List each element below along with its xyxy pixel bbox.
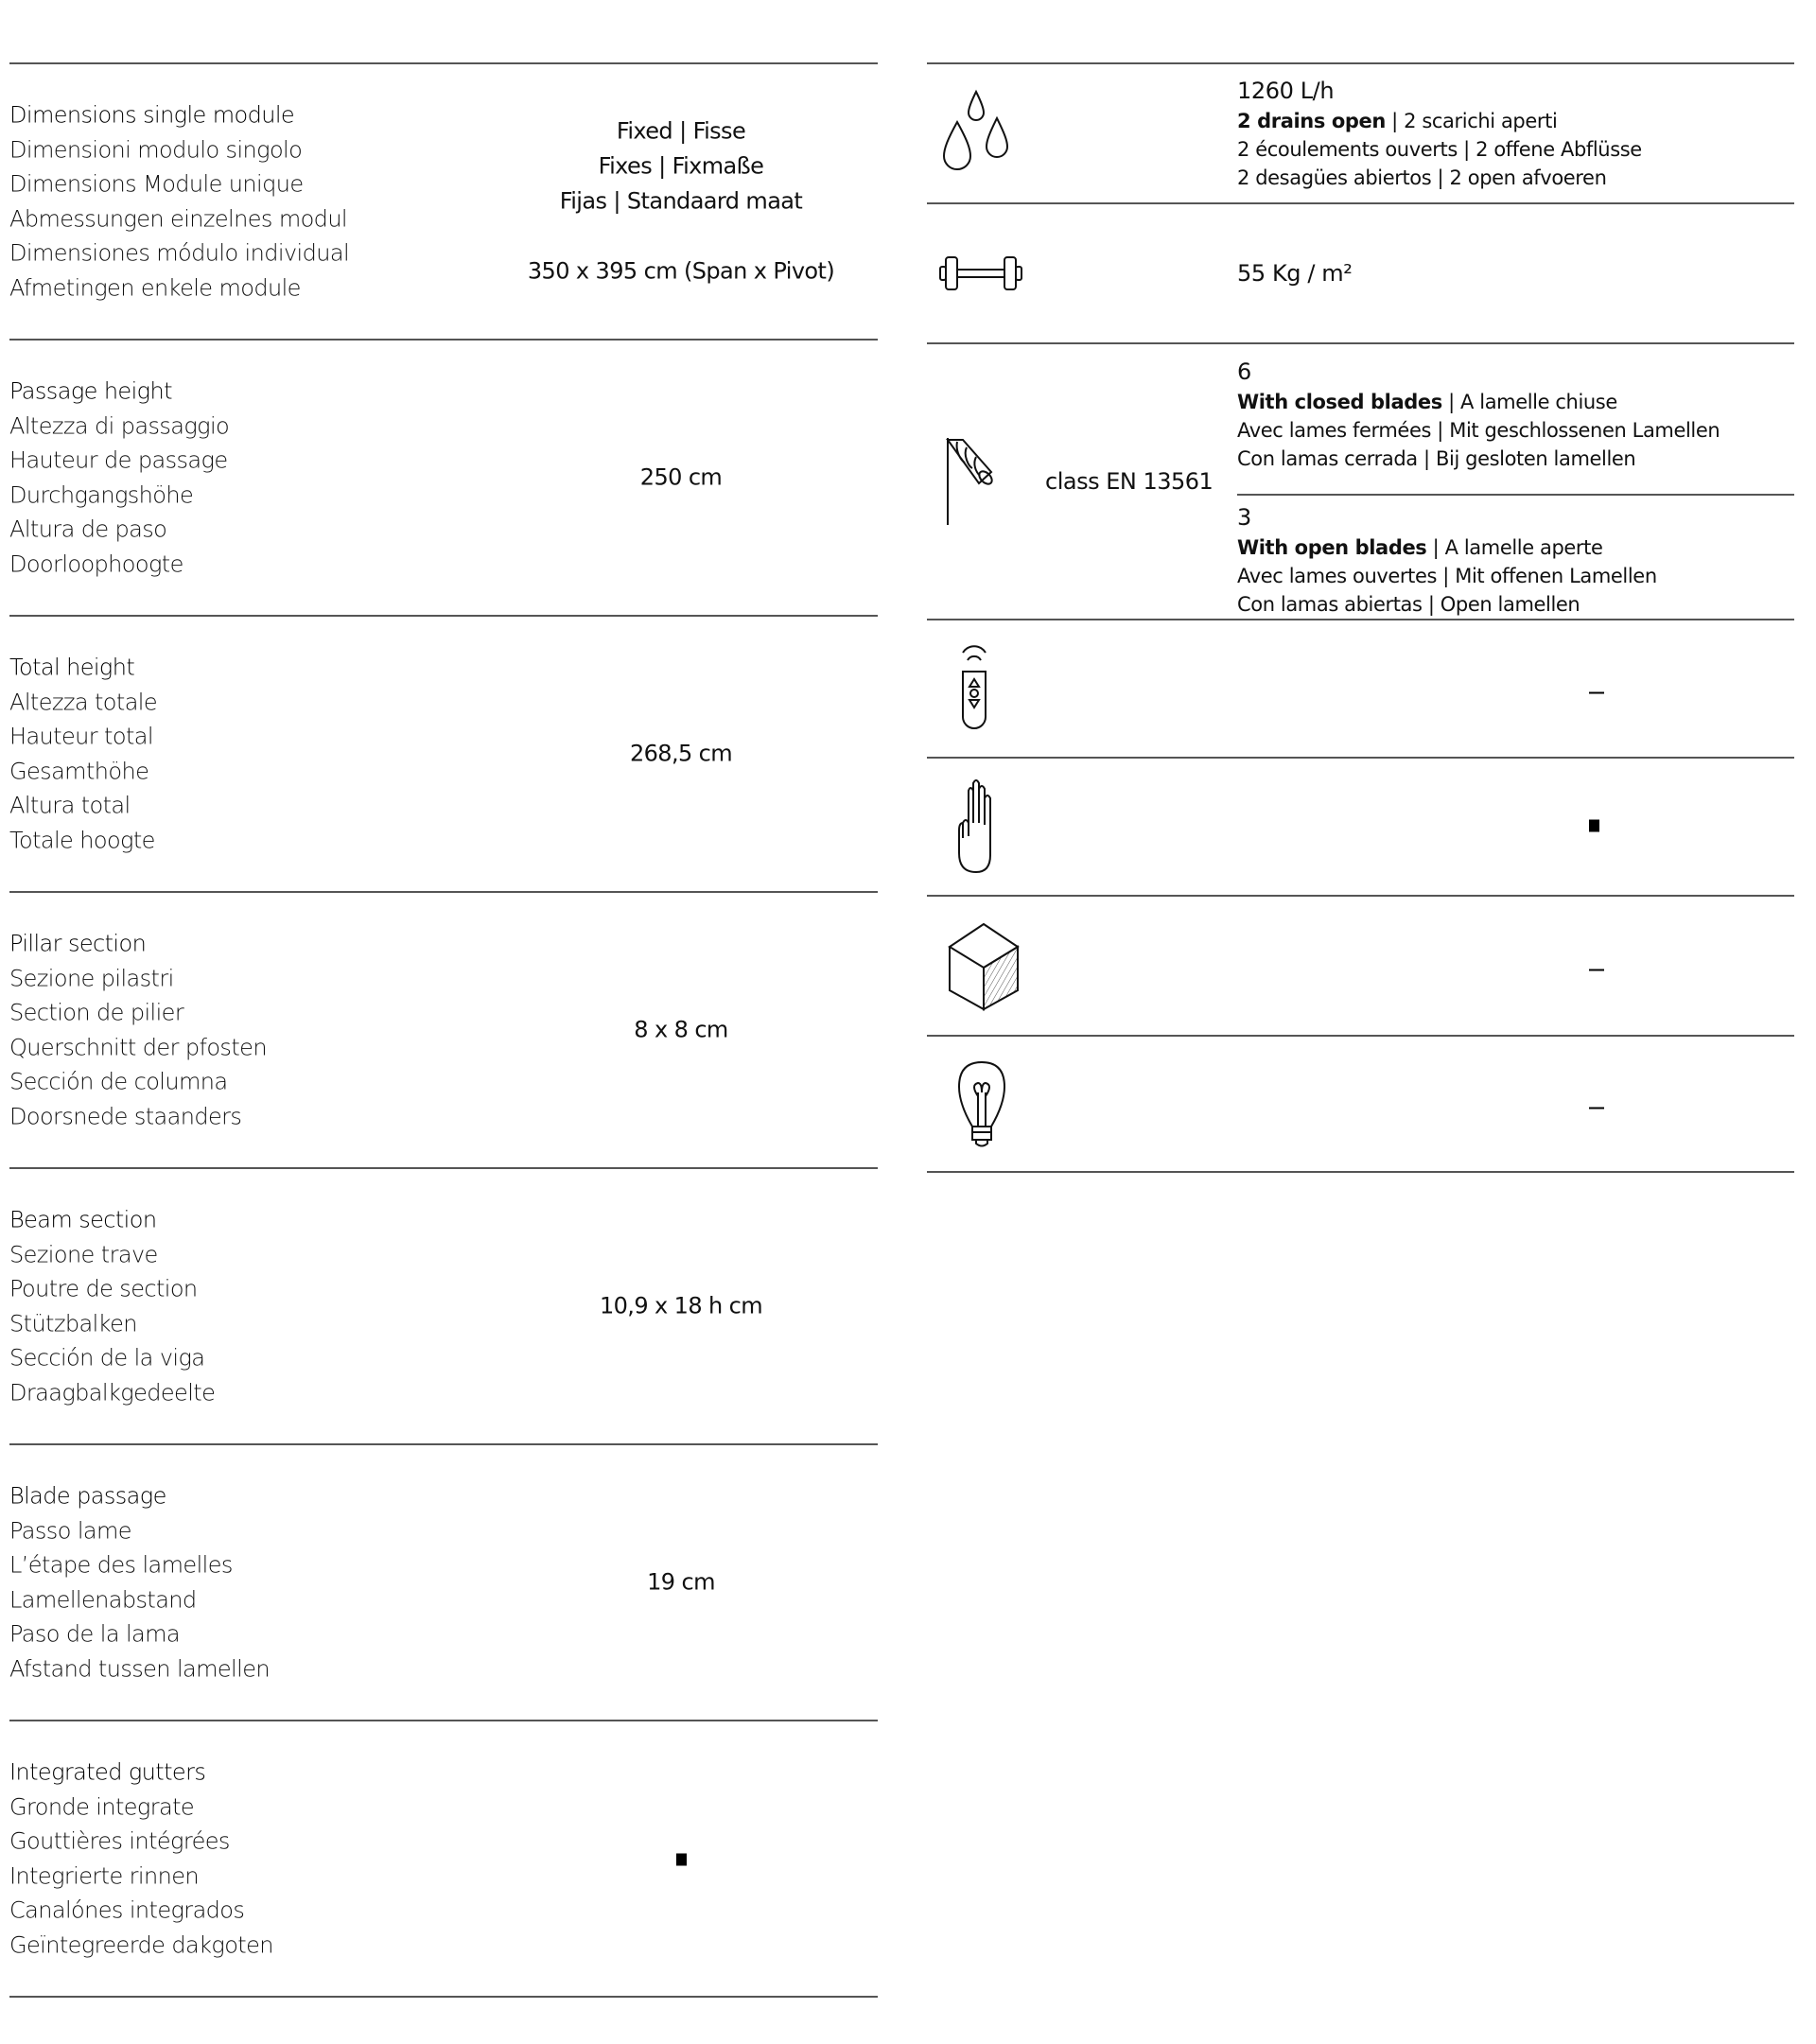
label-en: Blade passage	[9, 1482, 166, 1510]
label-it: Altezza di passaggio	[9, 412, 230, 439]
spec-row-manual	[927, 757, 1794, 895]
label-it: Sezione pilastri	[9, 965, 174, 991]
label-de: Abmessungen einzelnes modul	[9, 205, 347, 232]
remote-control-icon	[946, 643, 1003, 734]
spec-labels	[9, 927, 267, 1134]
closed-label-it: | A lamelle chiuse	[1441, 391, 1617, 413]
wind-open-value: 3	[1237, 504, 1251, 531]
value-dimensions: 350 x 395 cm (Span x Pivot)	[527, 257, 835, 285]
dumbbell-icon	[938, 250, 1033, 297]
wind-open-blades	[1237, 494, 1794, 619]
label-de: Durchgangshöhe	[9, 481, 194, 508]
spec-row-material	[927, 895, 1794, 1035]
label-it: Gronde integrate	[9, 1793, 195, 1820]
label-de: Integrierte rinnen	[9, 1862, 199, 1889]
wind-closed-blades	[1237, 356, 1794, 473]
label-fr: Section de pilier	[9, 999, 184, 1026]
label-es: Altura de paso	[9, 515, 167, 543]
spec-row-lighting	[927, 1035, 1794, 1173]
spec-row-load	[927, 202, 1794, 342]
spec-labels	[9, 1756, 273, 1963]
drainage-value	[1237, 75, 1642, 192]
spec-labels	[9, 651, 157, 858]
label-fr: Hauteur total	[9, 723, 153, 750]
spec-labels	[9, 375, 229, 582]
closed-label-fr-de: Avec lames fermées | Mit geschlossenen Lamellen	[1237, 419, 1720, 442]
label-en: Integrated gutters	[9, 1758, 206, 1786]
label-nl: Totale hoogte	[9, 827, 155, 853]
hand-icon	[955, 777, 1016, 876]
spec-row-wind-resistance	[927, 342, 1794, 619]
load-text: 55 Kg / m²	[1237, 260, 1353, 287]
load-value	[1237, 257, 1353, 289]
not-included-mark	[1589, 957, 1604, 975]
water-drops-icon	[936, 86, 1022, 181]
label-de: Querschnitt der pfosten	[9, 1034, 267, 1060]
label-nl: Doorloophoogte	[9, 550, 183, 577]
spec-row-pillar-section	[9, 891, 878, 1167]
value-line: Fixes | Fixmaße	[598, 152, 764, 180]
label-nl: Afstand tussen lamellen	[9, 1655, 270, 1682]
spec-labels	[9, 1203, 215, 1410]
open-label-it: | A lamelle aperte	[1426, 536, 1603, 559]
flow-rate: 1260 L/h	[1237, 78, 1335, 104]
label-fr: Gouttières intégrées	[9, 1827, 230, 1855]
spec-value: 268,5 cm	[629, 740, 733, 767]
spec-table-left	[9, 62, 878, 1998]
drains-label-fr-de: 2 écoulements ouverts | 2 offene Abflüsse	[1237, 138, 1642, 161]
included-mark	[1589, 818, 1599, 836]
spec-value	[445, 114, 917, 289]
label-en: Beam section	[9, 1206, 157, 1233]
label-en: Total height	[9, 654, 135, 681]
spec-row-dimensions	[9, 62, 878, 339]
value-line: Fixed | Fisse	[616, 117, 746, 145]
spec-value: 250 cm	[639, 463, 723, 491]
spec-value: 10,9 x 18 h cm	[599, 1292, 763, 1319]
closed-label-en: With closed blades	[1237, 391, 1442, 413]
label-nl: Draagbalkgedeelte	[9, 1379, 216, 1406]
spec-row-drainage	[927, 62, 1794, 202]
spec-row-total-height	[9, 615, 878, 891]
label-fr: Hauteur de passage	[9, 446, 228, 474]
drains-label-it: | 2 scarichi aperti	[1385, 110, 1558, 132]
spec-row-beam-section	[9, 1167, 878, 1443]
label-es: Altura total	[9, 792, 131, 819]
label-it: Altezza totale	[9, 689, 158, 715]
windsock-icon	[936, 434, 1022, 529]
spec-row-integrated-gutters	[9, 1720, 878, 1998]
value-line: Fijas | Standaard maat	[559, 187, 803, 215]
wind-class-label: class EN 13561	[1045, 468, 1214, 495]
spec-table-right	[927, 62, 1794, 1173]
spec-value	[445, 1842, 917, 1877]
label-nl: Afmetingen enkele module	[9, 274, 301, 301]
drains-label-en: 2 drains open	[1237, 110, 1386, 132]
label-fr: L’étape des lamelles	[9, 1551, 233, 1579]
included-mark	[676, 1854, 687, 1866]
spec-labels	[9, 98, 349, 306]
label-it: Dimensioni modulo singolo	[9, 136, 303, 163]
not-included-mark	[1589, 1095, 1604, 1113]
label-es: Canalónes integrados	[9, 1896, 245, 1924]
label-en: Passage height	[9, 377, 172, 405]
label-en: Dimensions single module	[9, 101, 295, 129]
not-included-mark	[1589, 680, 1604, 698]
open-label-es-nl: Con lamas abiertas | Open lamellen	[1237, 593, 1580, 616]
open-label-en: With open blades	[1237, 536, 1427, 559]
spec-row-blade-passage	[9, 1443, 878, 1720]
spec-labels	[9, 1479, 270, 1686]
label-es: Paso de la lama	[9, 1620, 181, 1648]
spec-value: 8 x 8 cm	[634, 1016, 728, 1043]
cube-icon	[946, 920, 1022, 1011]
label-it: Passo lame	[9, 1517, 131, 1544]
open-label-fr-de: Avec lames ouvertes | Mit offenen Lamellen	[1237, 565, 1657, 587]
drains-label-es-nl: 2 desagües abiertos | 2 open afvoeren	[1237, 166, 1607, 189]
label-en: Pillar section	[9, 930, 147, 957]
spec-value: 19 cm	[647, 1568, 715, 1596]
spec-row-remote-control	[927, 619, 1794, 757]
light-bulb-icon	[953, 1058, 1010, 1149]
label-es: Sección de columna	[9, 1068, 228, 1095]
label-de: Gesamthöhe	[9, 758, 149, 784]
label-es: Sección de la viga	[9, 1344, 205, 1371]
wind-closed-value: 6	[1237, 358, 1251, 385]
label-de: Lamellenabstand	[9, 1586, 197, 1613]
spec-row-passage-height	[9, 339, 878, 615]
label-fr: Poutre de section	[9, 1275, 198, 1302]
label-fr: Dimensions Module unique	[9, 170, 304, 198]
label-it: Sezione trave	[9, 1241, 158, 1267]
closed-label-es-nl: Con lamas cerrada | Bij gesloten lamellen	[1237, 447, 1636, 470]
label-de: Stützbalken	[9, 1310, 137, 1336]
label-nl: Doorsnede staanders	[9, 1103, 242, 1129]
label-es: Dimensiones módulo individual	[9, 239, 350, 267]
label-nl: Geïntegreerde dakgoten	[9, 1931, 273, 1958]
